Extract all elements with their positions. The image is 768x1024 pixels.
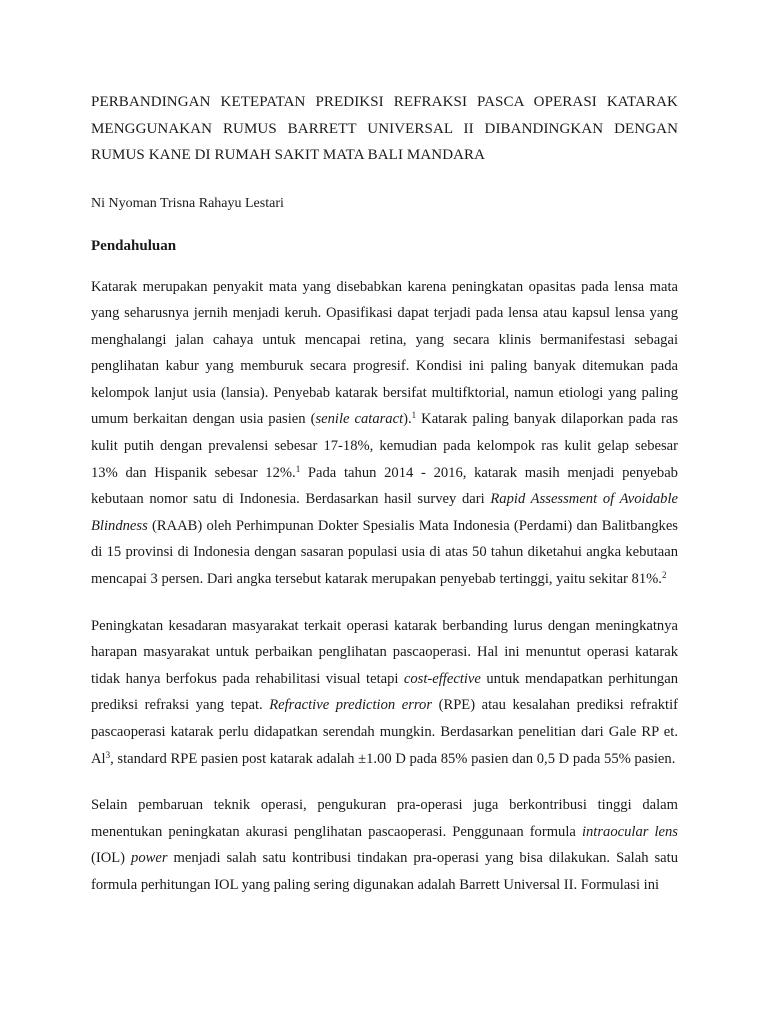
- paragraph-text: Peningkatan kesadaran masyarakat terkait operasi katarak berbanding lurus dengan meningkatnya harapan masyarakat untuk perbaikan penglihatan pascaoperasi. Hal ini menuntut operasi katarak tidak hanya berfokus pada rehabilitasi visual tetapi: [91, 617, 678, 687]
- paragraph-text: Katarak merupakan penyakit mata yang disebabkan karena peningkatan opasitas pada lensa mata yang seharusnya jernih menjadi keruh. Opasifikasi dapat terjadi pada lensa atau kapsul lensa yang menghalangi jalan cahaya untuk mencapai retina, yang secara klinis bermanifestasi sebagai penglihatan kabur yang memburuk secara progresif. Kondisi ini paling banyak ditemukan pada kelompok lanjut usia (lansia). Penyebab katarak bersifat multifktorial, namun etiologi yang paling umum berkaitan dengan usia pasien (: [91, 278, 678, 428]
- italic-term: cost-effective: [403, 670, 481, 687]
- italic-term: Rapid Assessment of Avoidable Blindness: [91, 491, 679, 534]
- paragraph-text: menjadi salah satu kontribusi tindakan pra-operasi yang bisa dilakukan. Salah satu formula perhitungan IOL yang paling sering digunakan adalah Barrett Universal II. Formulasi ini: [91, 850, 678, 893]
- italic-term: intraocular lens: [581, 823, 678, 840]
- paragraph-introduction-2: [91, 613, 678, 773]
- paragraph-text: (IOL): [91, 850, 132, 867]
- paragraph-text: (RAAB) oleh Perhimpunan Dokter Spesialis Mata Indonesia (Perdami) dan Balitbangkes di 15 provinsi di Indonesia dengan sasaran populasi usia di atas 50 tahun diketahui angka kebutaan mencapai 3 persen. Dari angka tersebut katarak merupakan penyebab tertinggi, yaitu sekitar 81%.: [91, 517, 678, 588]
- paragraph-text: Pada tahun 2014 - 2016, katarak masih menjadi penyebab kebutaan nomor satu di Indonesia. Berdasarkan hasil survey dari: [91, 464, 678, 508]
- paragraph-text: (RPE) atau kesalahan prediksi refraktif pascaoperasi katarak perlu didapatkan serendah mungkin. Berdasarkan penelitian dari Gale RP et. Al: [91, 697, 678, 767]
- citation-superscript: 2: [661, 570, 667, 581]
- paragraph-introduction-3: [91, 792, 678, 898]
- citation-superscript: 1: [295, 463, 301, 474]
- paragraph-text: Selain pembaruan teknik operasi, pengukuran pra-operasi juga berkontribusi tinggi dalam menentukan peningkatan akurasi penglihatan pascaoperasi. Penggunaan formula: [91, 797, 678, 840]
- paragraph-introduction-1: [91, 274, 678, 593]
- paragraph-text: Katarak paling banyak dilaporkan pada ras kulit putih dengan prevalensi sebesar 17-18%, kemudian pada kelompok ras kulit gelap sebesar 13% dan Hispanik sebesar 12%.: [91, 411, 679, 481]
- italic-term: senile cataract: [315, 411, 404, 428]
- italic-term: Refractive prediction error: [269, 697, 433, 714]
- paragraph-text: , standard RPE pasien post katarak adalah ±1.00 D pada 85% pasien dan 0,5 D pada 55% pasien.: [110, 750, 676, 767]
- paragraph-text: ).: [403, 411, 412, 428]
- paragraph-text: untuk mendapatkan perhitungan prediksi refraksi yang tepat.: [91, 670, 678, 714]
- document-title: PERBANDINGAN KETEPATAN PREDIKSI REFRAKSI PASCA OPERASI KATARAK MENGGUNAKAN RUMUS BARRETT UNIVERSAL II DIBANDINGKAN DENGAN RUMUS KANE DI RUMAH SAKIT MATA BALI MANDARA: [91, 94, 678, 163]
- author-name: Ni Nyoman Trisna Rahayu Lestari: [91, 195, 284, 211]
- section-heading: Pendahuluan: [91, 237, 177, 254]
- citation-superscript: 3: [105, 749, 111, 760]
- italic-term: power: [131, 850, 168, 867]
- citation-superscript: 1: [411, 410, 417, 421]
